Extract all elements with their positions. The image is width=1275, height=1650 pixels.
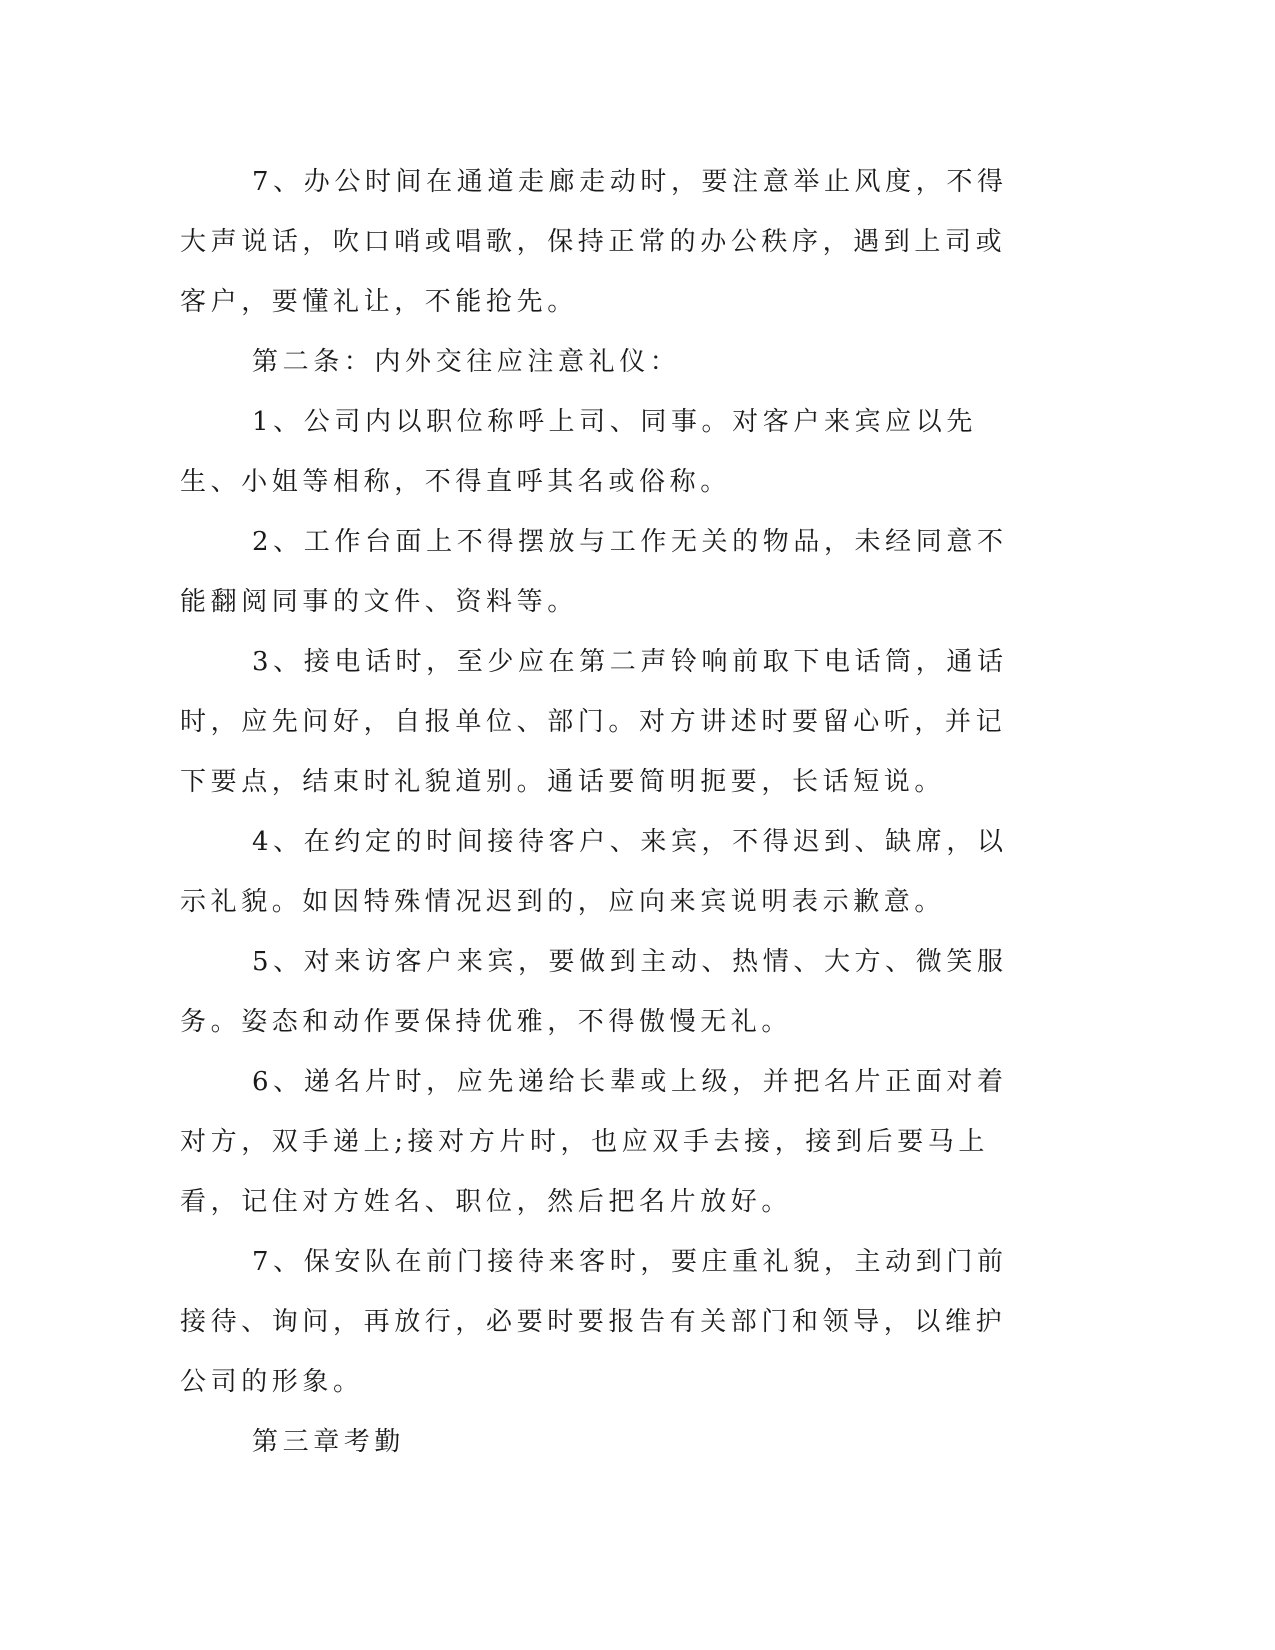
paragraph-rule-6-business-cards: 6、递名片时，应先递给长辈或上级，并把名片正面对着对方，双手递上;接对方片时，也应双手去接，接到后要马上看，记住对方姓名、职位，然后把名片放好。: [180, 1067, 1008, 1217]
paragraph-rule-2-desk: 2、工作台面上不得摆放与工作无关的物品，未经同意不能翻阅同事的文件、资料等。: [180, 527, 1008, 617]
paragraph-rule-7-security: 7、保安队在前门接待来客时，要庄重礼貌，主动到门前接待、询问，再放行，必要时要报告有关部门和领导，以维护公司的形象。: [180, 1247, 1008, 1397]
section-heading-article-2: 第二条：内外交往应注意礼仪：: [252, 347, 681, 377]
chapter-heading-attendance: 第三章考勤: [252, 1427, 406, 1457]
paragraph-rule-7-corridor-conduct: 7、办公时间在通道走廊走动时，要注意举止风度，不得大声说话，吹口哨或唱歌，保持正常的办公秩序，遇到上司或客户，要懂礼让，不能抢先。: [180, 167, 1008, 317]
paragraph-rule-3-phone: 3、接电话时，至少应在第二声铃响前取下电话筒，通话时，应先问好，自报单位、部门。对方讲述时要留心听，并记下要点，结束时礼貌道别。通话要简明扼要，长话短说。: [180, 647, 1008, 797]
paragraph-rule-1-addressing: 1、公司内以职位称呼上司、同事。对客户来宾应以先生、小姐等相称，不得直呼其名或俗称。: [180, 407, 977, 497]
document-page: [180, 152, 1020, 1472]
paragraph-rule-5-visitors: 5、对来访客户来宾，要做到主动、热情、大方、微笑服务。姿态和动作要保持优雅，不得傲慢无礼。: [180, 947, 1008, 1037]
paragraph-rule-4-appointments: 4、在约定的时间接待客户、来宾，不得迟到、缺席，以示礼貌。如因特殊情况迟到的，应向来宾说明表示歉意。: [180, 827, 1008, 917]
